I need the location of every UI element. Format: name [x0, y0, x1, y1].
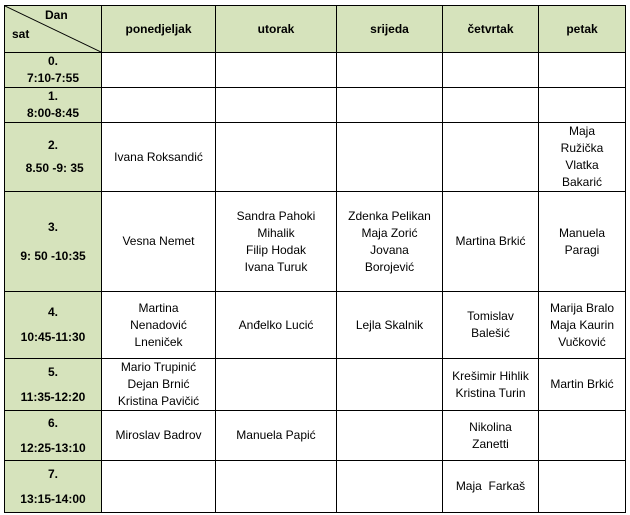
schedule-cell	[539, 53, 626, 88]
schedule-cell	[337, 123, 443, 192]
day-header: četvrtak	[443, 6, 539, 53]
schedule-cell	[443, 461, 539, 513]
period-cell	[5, 123, 102, 192]
schedule-cell	[337, 461, 443, 513]
period-cell	[5, 292, 102, 359]
schedule-cell	[443, 53, 539, 88]
schedule-cell	[337, 359, 443, 411]
teacher-name: Mario Trupinić	[120, 360, 197, 374]
schedule-cell	[443, 88, 539, 123]
schedule-cell	[443, 292, 539, 359]
schedule-cell	[216, 53, 337, 88]
schedule-cell	[337, 88, 443, 123]
schedule-cell	[337, 192, 443, 292]
period-time: 7:10-7:55	[26, 71, 80, 85]
teacher-name: Kristina Pavičić	[117, 394, 200, 408]
teacher-name: Lneniček	[134, 334, 183, 349]
schedule-cell	[443, 359, 539, 411]
schedule-cell	[102, 461, 216, 513]
teacher-name: Ivana Turuk	[244, 259, 308, 274]
schedule-cell	[443, 123, 539, 192]
schedule-cell	[539, 461, 626, 513]
schedule-table	[4, 5, 626, 513]
period-cell	[5, 53, 102, 88]
teacher-name: Zanetti	[472, 436, 509, 451]
schedule-cell	[539, 88, 626, 123]
corner-cell	[5, 6, 102, 53]
teacher-name: Ružička	[560, 141, 604, 155]
period-cell	[5, 88, 102, 123]
period-row	[5, 359, 626, 411]
header-row	[5, 6, 626, 53]
teacher-name: Krešimir Hihlik	[452, 368, 529, 383]
schedule-cell	[337, 411, 443, 461]
period-cell	[5, 461, 102, 513]
period-number: 7.	[47, 466, 58, 481]
teacher-name: Filip Hodak	[245, 242, 307, 257]
period-row	[5, 123, 626, 192]
teacher-name: Bakarić	[561, 175, 602, 189]
teacher-name: Maja Farkaš	[455, 479, 526, 493]
schedule-cell	[539, 123, 626, 192]
period-time: 8:00-8:45	[26, 106, 80, 120]
period-number: 3.	[47, 219, 58, 234]
teacher-name: Dejan Brnić	[127, 377, 190, 391]
day-header: ponedjeljak	[102, 6, 216, 53]
period-cell	[5, 359, 102, 411]
teacher-name: Maja Zorić	[361, 225, 418, 240]
teacher-name: Manuela Papić	[236, 428, 316, 442]
corner-hour-label: sat	[12, 27, 30, 41]
teacher-name: Sandra Pahoki	[236, 208, 316, 223]
teacher-name: Maja Kaurin	[549, 317, 615, 332]
period-number: 0.	[47, 54, 58, 68]
period-row	[5, 53, 626, 88]
schedule-cell	[216, 123, 337, 192]
teacher-name: Manuela	[558, 225, 606, 240]
teacher-name: Martina	[138, 300, 179, 315]
schedule-cell	[102, 192, 216, 292]
teacher-name: Vučković	[558, 334, 606, 349]
period-time: 10:45-11:30	[20, 330, 86, 344]
schedule-cell	[216, 359, 337, 411]
period-number: 4.	[47, 305, 58, 319]
period-time: 9: 50 -10:35	[20, 248, 86, 263]
period-time: 12:25-13:10	[20, 440, 86, 455]
schedule-cell	[216, 88, 337, 123]
teacher-name: Ivana Roksandić	[114, 149, 203, 164]
schedule-cell	[102, 411, 216, 461]
teacher-name: Marija Bralo	[549, 300, 615, 315]
period-row	[5, 88, 626, 123]
teacher-name: Vesna Nemet	[122, 234, 195, 248]
period-row	[5, 292, 626, 359]
period-cell	[5, 192, 102, 292]
period-time: 11:35-12:20	[20, 389, 86, 404]
period-row	[5, 461, 626, 513]
teacher-name: Tomislav	[467, 309, 514, 323]
schedule-cell	[102, 53, 216, 88]
teacher-name: Borojević	[364, 259, 415, 274]
teacher-name: Jovana	[370, 242, 409, 257]
period-time: 13:15-14:00	[20, 491, 86, 506]
schedule-cell	[102, 292, 216, 359]
schedule-cell	[443, 411, 539, 461]
period-time: 8.50 -9: 35	[22, 161, 84, 175]
teacher-name: Vlatka	[565, 158, 599, 172]
period-number: 1.	[47, 89, 58, 103]
teacher-name: Nenadović	[130, 317, 187, 332]
day-header: utorak	[216, 6, 337, 53]
teacher-name: Kristina Turin	[455, 385, 526, 400]
teacher-name: Anđelko Lucić	[238, 317, 314, 332]
teacher-name: Nikolina	[469, 419, 512, 434]
period-number: 6.	[47, 415, 58, 430]
teacher-name: Mihalik	[257, 225, 295, 240]
schedule-cell	[102, 123, 216, 192]
period-row	[5, 192, 626, 292]
day-header: petak	[539, 6, 626, 53]
teacher-name: Maja	[568, 124, 595, 138]
schedule-cell	[539, 411, 626, 461]
schedule-cell	[216, 461, 337, 513]
teacher-name: Miroslav Badrov	[115, 428, 202, 442]
schedule-cell	[216, 292, 337, 359]
teacher-name: Zdenka Pelikan	[348, 208, 431, 223]
schedule-cell	[216, 411, 337, 461]
period-number: 5.	[47, 364, 58, 379]
schedule-cell	[539, 359, 626, 411]
teacher-name: Martin Brkić	[550, 377, 614, 391]
schedule-cell	[102, 88, 216, 123]
period-number: 2.	[47, 138, 58, 152]
schedule-cell	[102, 359, 216, 411]
period-row	[5, 411, 626, 461]
teacher-name: Martina Brkić	[455, 234, 526, 248]
schedule-cell	[539, 192, 626, 292]
schedule-cell	[337, 292, 443, 359]
schedule-cell	[443, 192, 539, 292]
day-header: srijeda	[337, 6, 443, 53]
period-cell	[5, 411, 102, 461]
teacher-name: Balešić	[471, 326, 510, 340]
corner-day-label: Dan	[45, 8, 68, 22]
teacher-name: Lejla Skalnik	[355, 317, 424, 332]
schedule-cell	[216, 192, 337, 292]
teacher-name: Paragi	[564, 242, 600, 257]
schedule-cell	[539, 292, 626, 359]
schedule-cell	[337, 53, 443, 88]
